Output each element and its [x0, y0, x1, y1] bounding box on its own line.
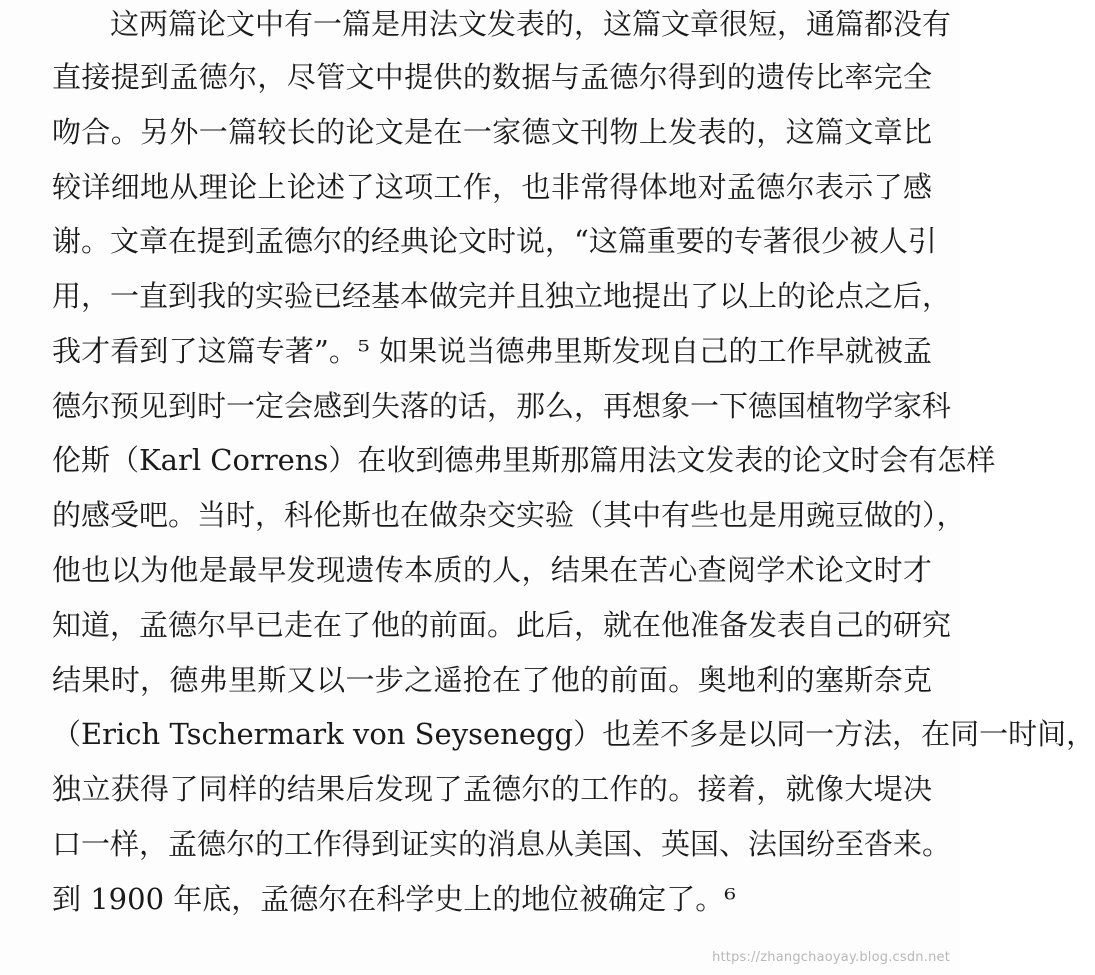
text-line-4: 较详细地从理论上论述了这项工作，也非常得体地对孟德尔表示了感 — [52, 170, 932, 204]
text-line-3: 吻合。另外一篇较长的论文是在一家德文刊物上发表的，这篇文章比 — [52, 115, 932, 149]
text-line-2: 直接提到孟德尔，尽管文中提供的数据与孟德尔得到的遗传比率完全 — [52, 60, 932, 94]
text-line-11: 他也以为他是最早发现遗传本质的人，结果在苦心查阅学术论文时才 — [52, 553, 932, 587]
text-line-12: 知道，孟德尔早已走在了他的前面。此后，就在他准备发表自己的研究 — [52, 608, 952, 642]
text-line-1: 这两篇论文中有一篇是用法文发表的，这篇文章很短，通篇都没有 — [110, 7, 952, 41]
text-line-7: 我才看到了这篇专著”。⁵ 如果说当德弗里斯发现自己的工作早就被孟 — [52, 334, 932, 368]
text-line-16: 口一样，孟德尔的工作得到证实的消息从美国、英国、法国纷至沓来。 — [52, 827, 952, 861]
text-line-17: 到 1900 年底，孟德尔在科学史上的地位被确定了。⁶ — [52, 882, 736, 916]
text-line-9: 伦斯（Karl Correns）在收到德弗里斯那篇用法文发表的论文时会有怎样 — [52, 443, 996, 477]
text-line-15: 独立获得了同样的结果后发现了孟德尔的工作的。接着，就像大堤决 — [52, 772, 932, 806]
text-line-14: （Erich Tschermark von Seysenegg）也差不多是以同一方法，在同一时间， — [52, 717, 1095, 751]
source-watermark: https://zhangchaoyay.blog.csdn.net — [712, 950, 950, 965]
text-line-13: 结果时，德弗里斯又以一步之遥抢在了他的前面。奥地利的塞斯奈克 — [52, 663, 932, 697]
text-line-6: 用，一直到我的实验已经基本做完并且独立地提出了以上的论点之后， — [52, 279, 952, 313]
text-line-5: 谢。文章在提到孟德尔的经典论文时说，“这篇重要的专著很少被人引 — [52, 224, 937, 258]
text-line-10: 的感受吧。当时，科伦斯也在做杂交实验（其中有些也是用豌豆做的）， — [52, 498, 966, 532]
text-line-8: 德尔预见到时一定会感到失落的话，那么，再想象一下德国植物学家科 — [52, 389, 952, 423]
